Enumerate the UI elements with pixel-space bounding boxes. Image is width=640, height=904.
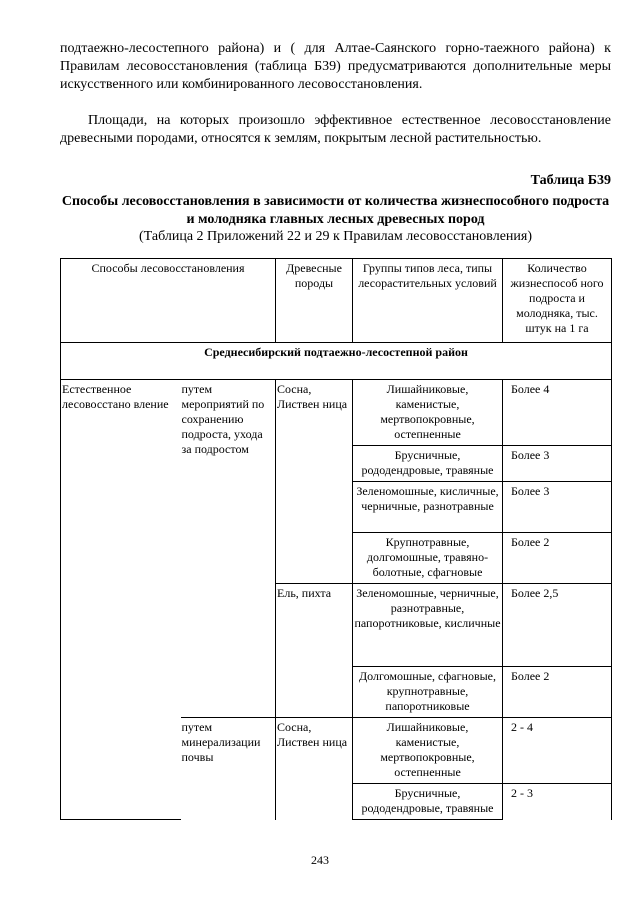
- table-subtitle: (Таблица 2 Приложений 22 и 29 к Правилам лесовосстановления): [139, 229, 532, 244]
- page-number: 243: [311, 853, 329, 867]
- forest-group-cell: Брусничные, рододендровые, травяные: [353, 446, 503, 482]
- quantity-cell: Более 2: [503, 667, 612, 718]
- header-quantity: Количество жизнеспособ ного подроста и молодняка, тыс. штук на 1 га: [503, 259, 612, 343]
- forest-group-cell: Долгомошные, сфагновые, крупнотравные, папоротниковые: [353, 667, 503, 718]
- table-header-row: [61, 259, 612, 343]
- paragraph-continuation: подтаежно-лесостепного района) и ( для Алтае-Саянского горно-таежного района) к Правилам лесовосстановления (таблица Б39) предусматриваются дополнительные меры искусственного или комбинированного лесовосстановления.: [60, 41, 611, 92]
- species-pine-larch-2: Сосна, Листвен ница: [276, 718, 353, 820]
- header-species: Древесные породы: [276, 259, 353, 343]
- quantity-cell: Более 2: [503, 533, 612, 584]
- region-name: Среднесибирский подтаежно-лесостепной район: [61, 343, 612, 380]
- header-methods: Способы лесовосстановления: [61, 259, 276, 343]
- quantity-cell: 2 - 4: [503, 718, 612, 784]
- submethod-preservation: путем мероприятий по сохранению подроста, ухода за подростом: [181, 380, 276, 718]
- table-title: Способы лесовосстановления в зависимости от количества жизнеспособного подроста и молодняка главных лесных древесных пород: [61, 194, 610, 227]
- forest-group-cell: Лишайниковые, каменистые, мертвопокровные, остепненные: [353, 380, 503, 446]
- forest-group-cell: Зеленомошные, черничные, разнотравные, папоротниковые, кисличные: [353, 584, 503, 667]
- method-natural: Естественное лесовосстано вление: [61, 380, 181, 820]
- region-row: [61, 343, 612, 380]
- table-label: Таблица Б39: [530, 173, 611, 188]
- quantity-cell: Более 2,5: [503, 584, 612, 667]
- reforestation-table: [60, 258, 612, 820]
- species-spruce-fir: Ель, пихта: [276, 584, 353, 718]
- quantity-cell: Более 3: [503, 446, 612, 482]
- table-row: [61, 380, 612, 446]
- submethod-mineralization: путем минерализации почвы: [181, 718, 276, 820]
- quantity-cell: Более 3: [503, 482, 612, 533]
- header-forest-groups: Группы типов леса, типы лесорастительных условий: [353, 259, 503, 343]
- forest-group-cell: Крупнотравные, долгомошные, травяно-болотные, сфагновые: [353, 533, 503, 584]
- forest-group-cell: Зеленомошные, кисличные, черничные, разнотравные: [353, 482, 503, 533]
- quantity-cell: 2 - 3: [503, 784, 612, 820]
- forest-group-cell: Лишайниковые, каменистые, мертвопокровные, остепненные: [353, 718, 503, 784]
- quantity-cell: Более 4: [503, 380, 612, 446]
- forest-group-cell: Брусничные, рододендровые, травяные: [353, 784, 503, 820]
- paragraph-forest-cover: Площади, на которых произошло эффективное естественное лесовосстановление древесными породами, относятся к землям, покрытым лесной растительностью.: [60, 113, 611, 146]
- species-pine-larch: Сосна, Листвен ница: [276, 380, 353, 584]
